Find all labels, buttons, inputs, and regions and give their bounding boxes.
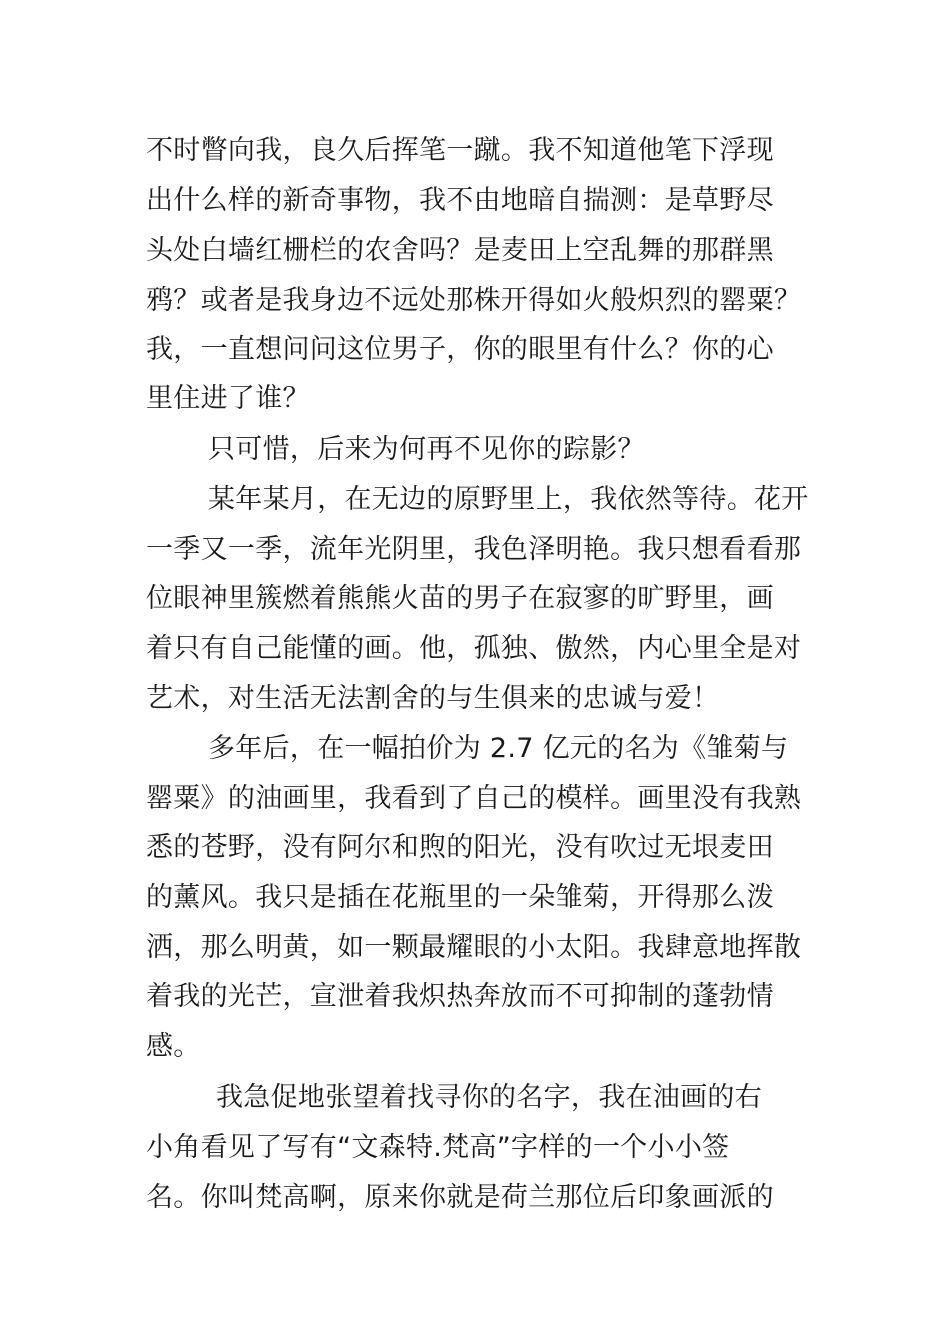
text-line: 艺术，对生活无法割舍的与生俱来的忠诚与爱！: [146, 683, 720, 714]
text-line: 头处白墙红栅栏的农舍吗？是麦田上空乱舞的那群黑: [146, 235, 774, 266]
text-line: 不时瞥向我，良久后挥笔一蹴。我不知道他笔下浮现: [146, 135, 774, 166]
text-line: 某年某月，在无边的原野里上，我依然等待。花开: [208, 484, 809, 515]
text-line: 一季又一季，流年光阴里，我色泽明艳。我只想看看那: [146, 534, 802, 565]
text-line: 位眼神里簇燃着熊熊火苗的男子在寂寥的旷野里，画: [146, 583, 774, 614]
text-line: 多年后，在一幅拍价为 2.7 亿元的名为《雏菊与: [208, 733, 789, 764]
text-line: 只可惜，后来为何再不见你的踪影？: [208, 434, 645, 465]
text-line: 小角看见了写有“文森特.梵高”字样的一个小小签: [146, 1132, 730, 1163]
text-line: 罂粟》的油画里，我看到了自己的模样。画里没有我熟: [146, 783, 802, 814]
text-line: 的薰风。我只是插在花瓶里的一朵雏菊，开得那么泼: [146, 882, 774, 913]
text-line: 名。你叫梵高啊，原来你就是荷兰那位后印象画派的: [146, 1182, 774, 1213]
text-line: 洒，那么明黄，如一颗最耀眼的小太阳。我肆意地挥散: [146, 932, 802, 963]
text-line: 出什么样的新奇事物，我不由地暗自揣测：是草野尽: [146, 185, 774, 216]
text-line: 我急促地张望着找寻你的名字，我在油画的右: [216, 1082, 762, 1113]
text-line: 着只有自己能懂的画。他，孤独、傲然，内心里全是对: [146, 633, 802, 664]
text-line: 鸦？或者是我身边不远处那株开得如火般炽烈的罂粟？: [146, 285, 802, 316]
text-line: 我，一直想问问这位男子，你的眼里有什么？你的心: [146, 334, 774, 365]
text-line: 着我的光芒，宣泄着我炽热奔放而不可抑制的蓬勃情: [146, 981, 774, 1012]
text-line: 里住进了谁？: [146, 383, 310, 414]
text-line: 感。: [146, 1031, 201, 1062]
text-line: 悉的苍野，没有阿尔和煦的阳光，没有吹过无垠麦田: [146, 832, 774, 863]
